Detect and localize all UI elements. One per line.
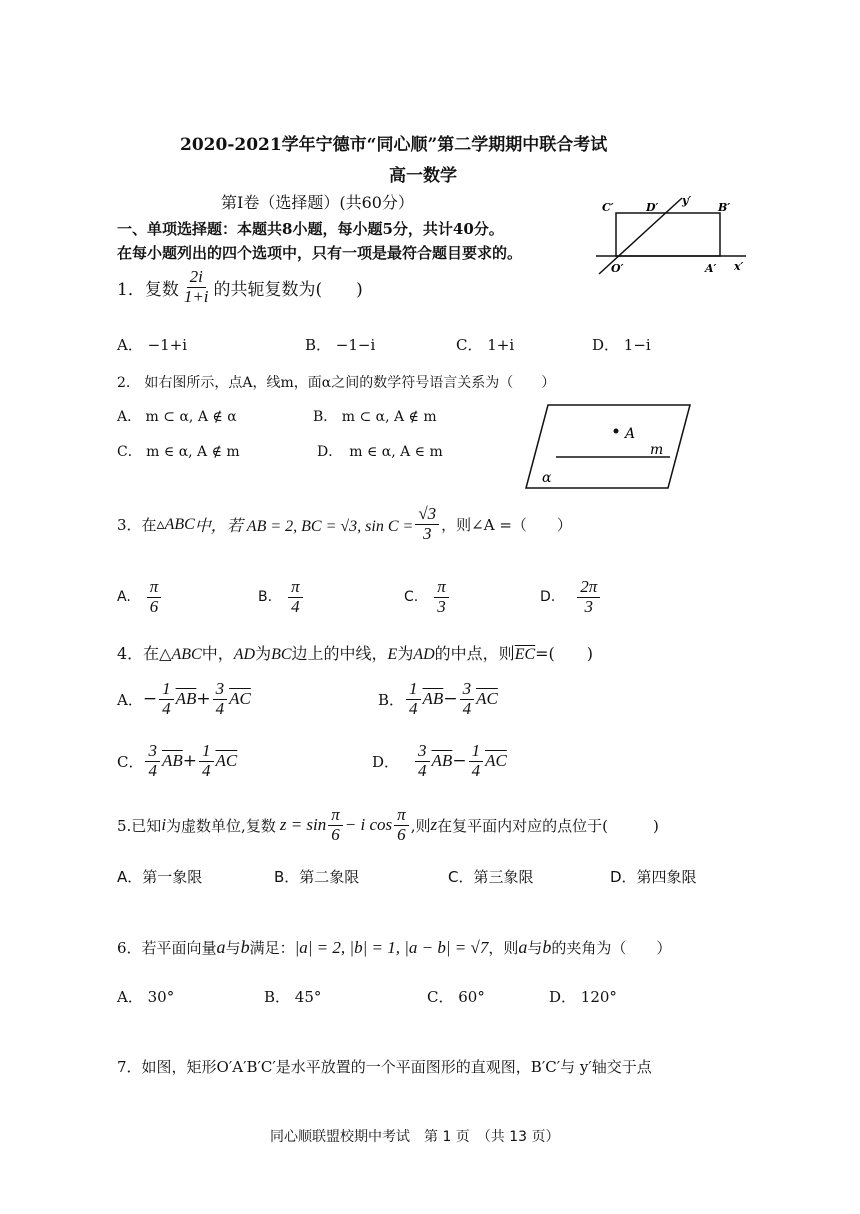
q4-d-d2: 4 <box>471 760 481 780</box>
q4-f: BC <box>271 646 292 663</box>
q5-option-c[interactable]: C．第三象限 <box>448 868 534 886</box>
q4-a-n2: 3 <box>213 680 228 700</box>
q6-a2: a <box>518 937 528 957</box>
label-b: B′ <box>718 201 731 214</box>
q6-b: b <box>240 937 250 957</box>
q5-frac2 <box>394 806 409 844</box>
q3-d-label: D. <box>540 589 556 606</box>
q5-suffix: ,则 <box>410 816 431 835</box>
q4-a: 4．在△ <box>117 644 172 663</box>
q2-option-b[interactable]: B． m ⊂ α, A ∉ m <box>313 409 437 425</box>
question-4 <box>117 641 593 664</box>
q3-a-label: A. <box>117 589 131 606</box>
label-y: y′ <box>682 194 692 207</box>
q5-num1: π <box>328 806 343 826</box>
q1-suffix: 的共轭复数为( ) <box>213 279 363 300</box>
section-instruction: 在每小题列出的四个选项中，只有一项是最符合题目要求的。 <box>117 244 523 262</box>
q5-frac1 <box>328 806 343 844</box>
q4-g: 边上的中线， <box>291 644 388 663</box>
q3-d-num: 2π <box>577 578 600 598</box>
q4-c-ac: $\overline{AC}$ <box>215 751 238 771</box>
q6-a: a <box>216 937 226 957</box>
q3-a-num: π <box>147 578 162 598</box>
q3-d-den: 3 <box>584 596 593 616</box>
q3-b-den: 4 <box>291 596 300 616</box>
q4-d-n2: 1 <box>469 742 484 762</box>
q4-b-n2: 3 <box>460 680 475 700</box>
q2-option-c[interactable]: C． m ∈ α, A ∉ m <box>117 444 240 460</box>
rectangle-shape <box>616 213 720 256</box>
q4-a-minus: − <box>142 689 158 710</box>
q4-d-d1: 4 <box>418 760 427 780</box>
q4-b: ABC <box>171 646 202 663</box>
q3-prefix: 3．在 <box>117 515 157 534</box>
q5-z: z = sin <box>279 815 327 835</box>
q5-mid: 为虚数单位,复数 <box>166 816 276 835</box>
q4-d-label: D． <box>372 752 400 771</box>
q4-c-d1: 4 <box>148 760 157 780</box>
q4-c-frac2 <box>199 742 214 780</box>
q1-prefix: 1．复数 <box>117 279 179 300</box>
q4-a-n1: 1 <box>159 680 174 700</box>
q3-c-label: C. <box>404 589 419 606</box>
q3-c-num: π <box>434 578 449 598</box>
q6-and2: 与 <box>527 939 543 957</box>
q4-vec: $\overline{EC}$ <box>514 646 536 663</box>
q6-option-a[interactable]: A． 30° <box>117 988 175 1006</box>
q1-option-b[interactable]: B． −1−i <box>305 336 376 354</box>
q5-den2: 6 <box>397 824 406 844</box>
subject-title: 高一数学 <box>389 166 457 186</box>
q5-end: 在复平面内对应的点位于( ) <box>437 816 659 835</box>
q3-num: √3 <box>415 505 439 525</box>
label-x: x′ <box>734 260 744 273</box>
q4-option-c[interactable] <box>117 742 237 780</box>
part-title: 第Ⅰ卷（选择题）(共60分） <box>221 193 414 212</box>
q4-option-d[interactable] <box>372 742 507 780</box>
question-6 <box>117 937 671 958</box>
q4-i: 为 <box>397 644 414 663</box>
rectangle-figure <box>594 192 754 282</box>
q4-b-minus: − <box>443 689 458 710</box>
q4-d-ac: $\overline{AC}$ <box>485 751 507 771</box>
q2-option-a[interactable]: A． m ⊂ α, A ∉ α <box>117 409 237 425</box>
q3-b-num: π <box>288 578 303 598</box>
q4-b-frac1 <box>406 680 421 718</box>
q3-option-d[interactable] <box>540 578 602 616</box>
question-3 <box>117 505 572 543</box>
q3-option-b[interactable] <box>258 578 305 616</box>
q5-minus: − i cos <box>344 815 393 835</box>
q3-c-frac <box>434 578 449 616</box>
q4-c: 中， <box>201 644 234 663</box>
q4-b-ab: $\overline{AB}$ <box>422 689 444 709</box>
q4-a-frac1 <box>159 680 174 718</box>
q4-a-plus: + <box>196 689 211 710</box>
q4-a-d1: 4 <box>162 698 171 718</box>
label-d: D′ <box>646 201 659 214</box>
q4-a-ac: $\overline{AC}$ <box>229 689 251 709</box>
label-alpha: α <box>542 470 552 486</box>
q4-c-n1: 3 <box>145 742 160 762</box>
question-7: 7．如图，矩形O′A′B′C′是水平放置的一个平面图形的直观图，B′C′与 y′轴交于点 <box>117 1058 652 1076</box>
q3-b-label: B. <box>258 589 273 606</box>
q1-option-d[interactable]: D． 1−i <box>592 336 651 354</box>
q4-end: =( ) <box>535 644 594 663</box>
q4-h: E <box>387 646 398 663</box>
q3-option-a[interactable] <box>117 578 163 616</box>
q4-k: 的中点，则 <box>434 644 515 663</box>
q3-mid: 中，若 AB = 2, BC = √3, sin C = <box>194 517 414 535</box>
q4-b-label: B． <box>378 690 405 709</box>
q5-option-d[interactable]: D．第四象限 <box>610 868 697 886</box>
q1-num: 2i <box>187 268 206 288</box>
q3-d-frac <box>577 578 600 616</box>
exam-title: 2020-2021学年宁德市“同心顺”第二学期期中联合考试 <box>180 135 608 155</box>
question-2: 2. 如右图所示，点A，线m，面α之间的数学符号语言关系为（ ） <box>117 375 556 391</box>
q3-c-den: 3 <box>437 596 446 616</box>
q3-option-c[interactable] <box>404 578 451 616</box>
q3-den: 3 <box>422 523 432 543</box>
q4-option-b[interactable] <box>378 680 498 718</box>
q6-b2: b <box>542 937 552 957</box>
section-heading: 一、单项选择题：本题共8小题，每小题5分，共计40分。 <box>117 220 504 238</box>
q4-c-plus: + <box>182 751 198 772</box>
q5-den1: 6 <box>331 824 340 844</box>
q4-a-ab: $\overline{AB}$ <box>175 689 197 709</box>
q4-b-d2: 4 <box>462 698 472 718</box>
q5-z2: z <box>430 815 438 835</box>
q6-mid: 满足： <box>249 939 295 957</box>
q2-option-d[interactable]: D． m ∈ α, A ∈ m <box>317 444 443 460</box>
q1-den: 1+i <box>183 286 209 306</box>
q5-option-a[interactable]: A．第一象限 <box>117 868 203 886</box>
q4-d-frac2 <box>469 742 484 780</box>
q6-suffix: ，则 <box>488 939 519 957</box>
q1-option-c[interactable]: C． 1+i <box>456 336 515 354</box>
q4-a-d2: 4 <box>215 698 225 718</box>
q4-c-n2: 1 <box>199 742 214 762</box>
q4-a-label: A． <box>117 690 143 709</box>
q4-c-d2: 4 <box>202 760 211 780</box>
q4-option-a[interactable] <box>117 680 251 718</box>
q4-c-label: C． <box>117 752 144 771</box>
q4-d-minus: − <box>452 751 467 772</box>
q3-a-den: 6 <box>149 596 159 616</box>
q4-e: 为 <box>255 644 272 663</box>
q4-c-ab: $\overline{AB}$ <box>161 751 183 771</box>
q3-b-frac <box>288 578 303 616</box>
question-5 <box>117 806 659 844</box>
q6-end: 的夹角为（ ） <box>551 939 672 957</box>
q3-fraction <box>415 505 439 543</box>
label-a: A′ <box>705 262 717 275</box>
question-1 <box>117 268 363 306</box>
q3-suffix: ，则∠A =（ ） <box>441 515 572 534</box>
q5-num2: π <box>394 806 409 826</box>
q6-prefix: 6．若平面向量 <box>117 939 217 957</box>
q4-j: AD <box>413 646 435 663</box>
q1-option-a[interactable]: A． −1+i <box>117 336 188 354</box>
q5-i: i <box>161 815 167 835</box>
label-point-a: A <box>625 426 636 442</box>
q4-a-frac2 <box>213 680 228 718</box>
q4-d-ab: $\overline{AB}$ <box>431 751 453 771</box>
label-o: O′ <box>611 262 624 275</box>
point-a <box>614 429 619 434</box>
q6-and: 与 <box>225 939 241 957</box>
q4-b-frac2 <box>460 680 475 718</box>
page-footer: 同心顺联盟校期中考试 第 1 页 （共 13 页） <box>270 1129 560 1145</box>
q3-a-frac <box>147 578 162 616</box>
q4-d-frac1 <box>415 742 430 780</box>
q5-prefix: 5.已知 <box>117 816 162 835</box>
q6-option-c[interactable]: C． 60° <box>427 988 485 1006</box>
q5-option-b[interactable]: B．第二象限 <box>274 868 360 886</box>
label-c: C′ <box>602 201 614 214</box>
q4-d: AD <box>233 646 256 663</box>
q3-triangle: ▵ABC <box>156 516 195 534</box>
q1-fraction <box>181 268 212 306</box>
q6-option-b[interactable]: B． 45° <box>264 988 322 1006</box>
q4-b-ac: $\overline{AC}$ <box>476 689 498 709</box>
q4-b-d1: 4 <box>409 698 418 718</box>
q6-option-d[interactable]: D． 120° <box>549 988 617 1006</box>
plane-figure <box>522 400 694 492</box>
q4-c-frac1 <box>145 742 160 780</box>
q4-b-n1: 1 <box>406 680 421 700</box>
label-line-m: m <box>650 442 664 458</box>
q6-cond: |a| = 2, |b| = 1, |a − b| = √7 <box>294 937 489 957</box>
q4-d-n1: 3 <box>415 742 430 762</box>
